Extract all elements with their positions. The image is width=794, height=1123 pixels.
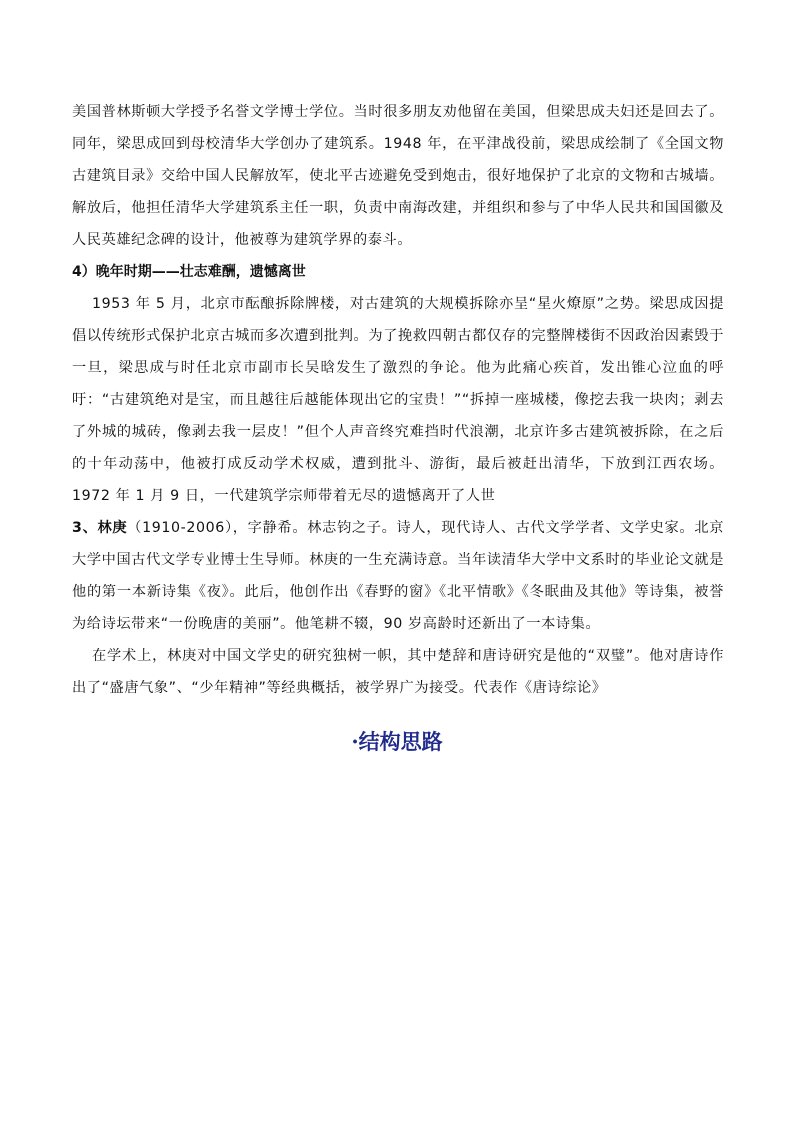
lin-geng-label: 3、林庚 xyxy=(72,520,128,536)
lin-geng-intro-text: （1910-2006），字静希。林志钧之子。诗人，现代诗人、古代文学学者、文学史家。北京大学中国古代文学专业博士生导师。林庚的一生充满诗意。当年读清华大学中文系时的毕业论文就是他的第一本新诗集《夜》。此后，他创作出《春野的窗》《北平情歌》《冬眠曲及其他》等诗集，被誉为给诗坛带来“一份晚唐的美丽”。他笔耕不辍，90 岁高龄时还新出了一本诗集。 xyxy=(72,520,724,632)
document-body xyxy=(72,96,724,704)
paragraph-lin-geng-academic: 在学术上，林庚对中国文学史的研究独树一帜，其中楚辞和唐诗研究是他的“双璧”。他对唐诗作出了“盛唐气象”、“少年精神”等经典概括，被学界广为接受。代表作《唐诗综论》 xyxy=(72,648,724,696)
paragraph-liang-late-years: 1953 年 5 月，北京市酝酿拆除牌楼，对古建筑的大规模拆除亦呈“星火燎原”之势。梁思成因提倡以传统形式保护北京古城而多次遭到批判。为了挽救四朝古都仅存的完整牌楼街不因政治因素毁于一旦，梁思成与时任北京市副市长吴晗发生了激烈的争论。他为此痛心疾首，发出锥心泣血的呼吁：“古建筑绝对是宝，而且越往后越能体现出它的宝贵！”“拆掉一座城楼，像挖去我一块肉；剥去了外城的城砖，像剥去我一层皮！”但个人声音终究难挡时代浪潮，北京许多古建筑被拆除，在之后的十年动荡中，他被打成反动学术权威，遭到批斗、游街，最后被赶出清华，下放到江西农场。1972 年 1 月 9 日，一代建筑学宗师带着无尽的遗憾离开了人世 xyxy=(72,296,724,504)
section-title-structure: ·结构思路 xyxy=(351,729,443,754)
paragraph-liang-return: 美国普林斯顿大学授予名誉文学博士学位。当时很多朋友劝他留在美国，但梁思成夫妇还是回去了。同年，梁思成回到母校清华大学创办了建筑系。1948 年，在平津战役前，梁思成绘制了《全国文物古建筑目录》交给中国人民解放军，使北平古迹避免受到炮击，很好地保护了北京的文物和古城墙。解放后，他担任清华大学建筑系主任一职，负责中南海改建，并组织和参与了中华人民共和国国徽及人民英雄纪念碑的设计，他被尊为建筑学界的泰斗。 xyxy=(72,104,724,248)
paragraph-lin-geng-intro xyxy=(72,512,724,640)
subheading-late-years: 4）晚年时期——壮志难酬，遗憾离世 xyxy=(72,264,306,280)
